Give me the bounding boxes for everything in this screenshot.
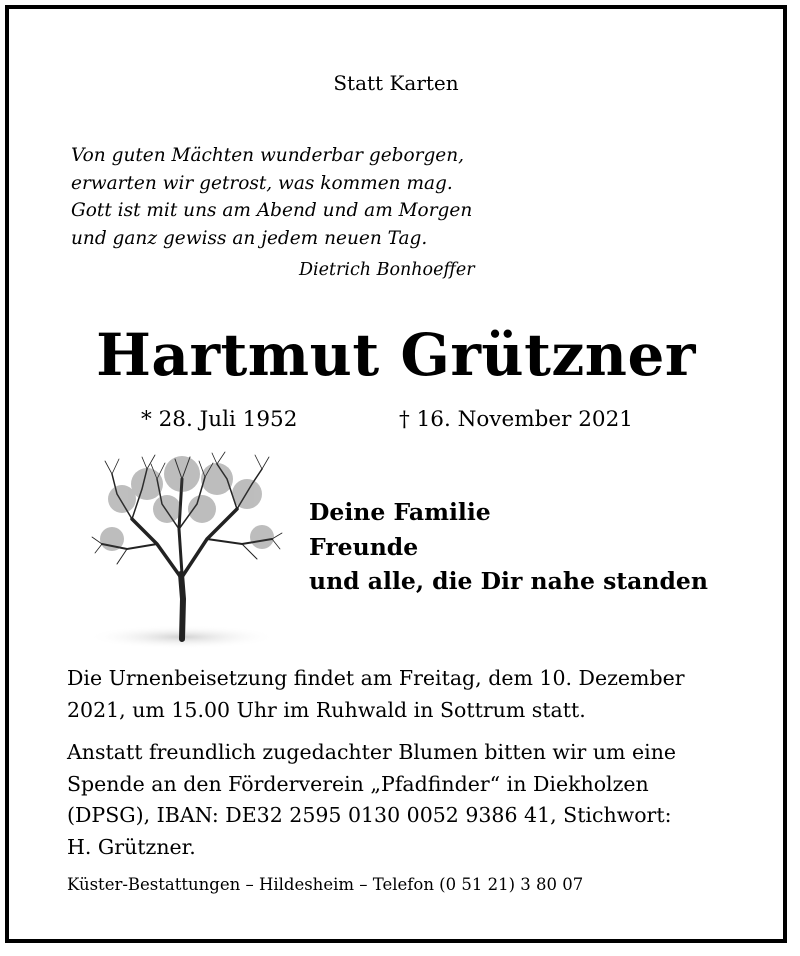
tree-silhouette-image [87,449,287,649]
burial-notice-line: 2021, um 15.00 Uhr im Ruhwald in Sottrum statt. [67,697,586,722]
mourner-line: Freunde [309,532,419,561]
donation-notice [67,737,757,863]
poem-author: Dietrich Bonhoeffer [299,260,475,280]
burial-notice [67,663,757,726]
donation-notice-line: (DPSG), IBAN: DE32 2595 0130 0052 9386 41, Stichwort: [67,803,672,827]
donation-notice-line: H. Grützner. [67,834,196,859]
poem-line: Gott ist mit uns am Abend und am Morgen [71,200,473,221]
poem-line: Von guten Mächten wunderbar geborgen, [71,145,465,166]
donation-notice-line: Anstatt freundlich zugedachter Blumen bitten wir um eine [67,740,677,764]
mourner-line: und alle, die Dir nahe standen [309,567,708,595]
birth-date: * 28. Juli 1952 [141,407,298,432]
mourner-line: Deine Familie [309,498,491,526]
donation-notice-line: Spende an den Förderverein „Pfadfinder“ in Diekholzen [67,771,649,796]
obituary-frame [5,5,787,943]
poem-line: und ganz gewiss an jedem neuen Tag. [71,227,428,249]
poem [71,142,472,252]
mourners-list [309,495,708,599]
poem-line: erwarten wir getrost, was kommen mag. [71,172,453,194]
burial-notice-line: Die Urnenbeisetzung findet am Freitag, dem 10. Dezember [67,666,685,690]
deceased-name: Hartmut Grützner [96,321,696,389]
header-statt-karten: Statt Karten [333,71,459,95]
death-date: † 16. November 2021 [399,407,633,432]
funeral-home-footer: Küster-Bestattungen – Hildesheim – Telefon (0 51 21) 3 80 07 [67,875,584,894]
